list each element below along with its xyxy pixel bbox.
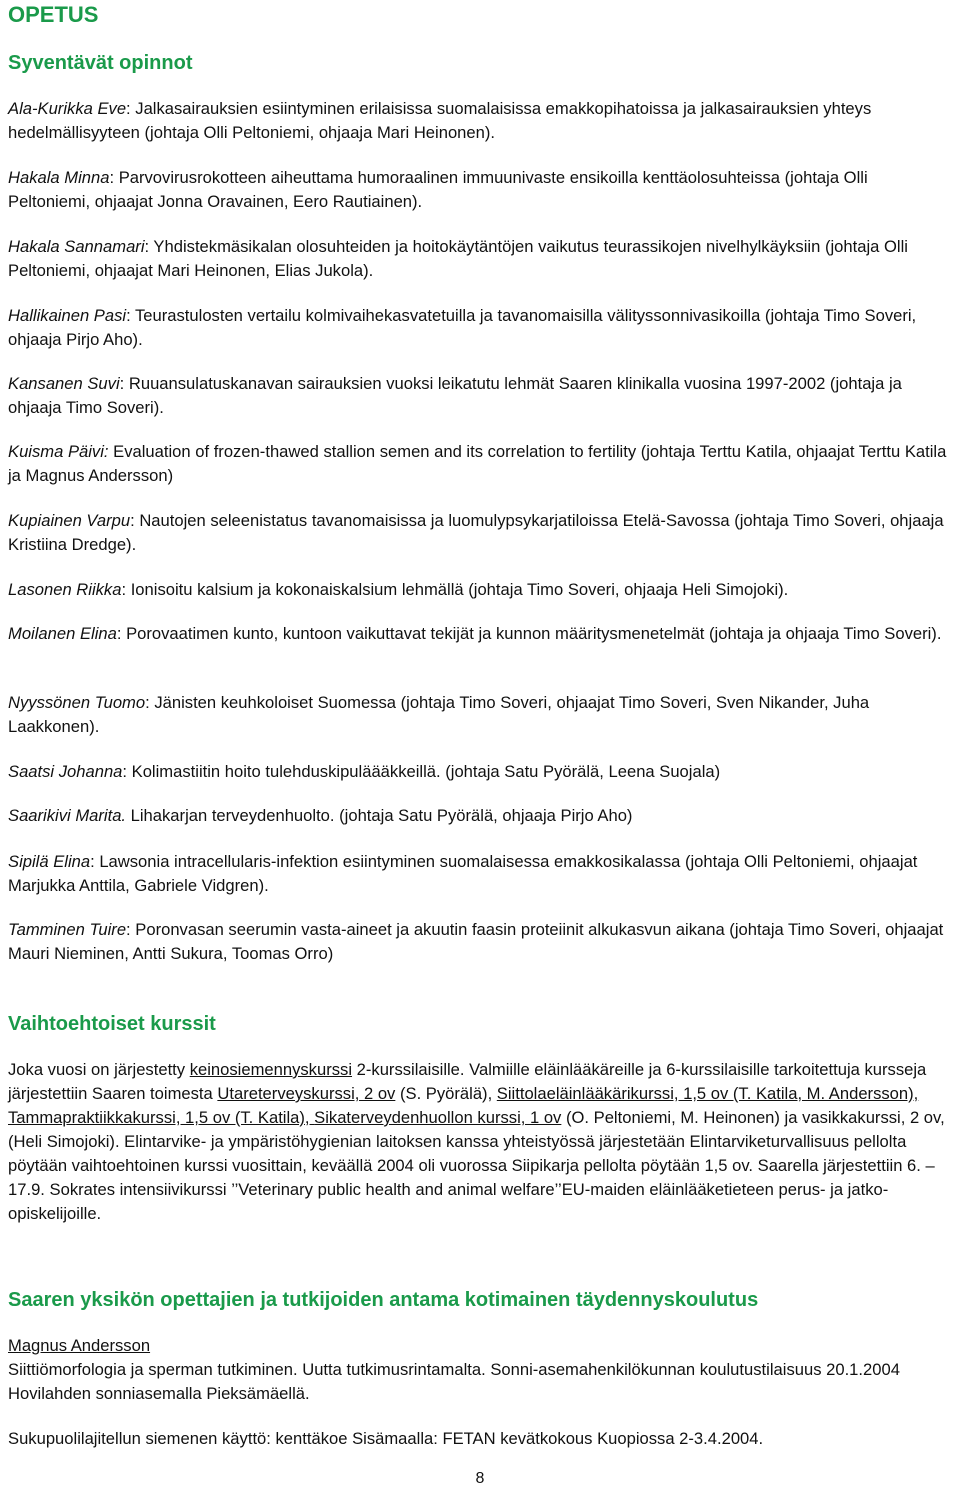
section-title-taydennyskoulutus: Saaren yksikön opettajien ja tutkijoiden antama kotimainen täydennyskoulutus <box>8 1289 759 1311</box>
course-link-utareterveys: Utareterveyskurssi, 2 ov <box>217 1084 396 1103</box>
thesis-entry <box>8 918 952 966</box>
student-name: Lasonen Riikka <box>8 580 122 599</box>
teacher-name: Magnus Andersson <box>8 1336 151 1355</box>
thesis-entry <box>8 578 952 602</box>
page-number: 8 <box>475 1470 485 1487</box>
training-paragraph <box>8 1334 952 1406</box>
section-title-vaihtoehtoiset: Vaihtoehtoiset kurssit <box>8 1013 216 1035</box>
thesis-text: : Porovaatimen kunto, kuntoon vaikuttavat tekijät ja kunnon määritysmenetelmät (johtaja ja ohjaaja Timo Soveri). <box>116 624 942 643</box>
student-name: Moilanen Elina <box>8 624 117 643</box>
thesis-entry <box>8 97 952 145</box>
student-name: Kuisma Päivi: <box>8 442 109 461</box>
thesis-text: : Nautojen seleenistatus tavanomaisissa ja luomulypsykarjatiloissa Etelä-Savossa (johtaja Timo Soveri, ohjaaja Kristiina Dredge). <box>8 511 944 554</box>
thesis-entry <box>8 509 952 557</box>
student-name: Hallikainen Pasi <box>8 306 127 325</box>
training-text: Sukupuolilajitellun siemenen käyttö: kenttäkoe Sisämaalla: FETAN kevätkokous Kuopiossa 2-3.4.2004. <box>8 1429 764 1448</box>
student-name: Kupiainen Varpu <box>8 511 131 530</box>
courses-paragraph <box>8 1058 952 1226</box>
student-name: Sipilä Elina <box>8 852 91 871</box>
thesis-text: Lihakarjan terveydenhuolto. (johtaja Satu Pyörälä, ohjaaja Pirjo Aho) <box>126 806 633 825</box>
thesis-text: : Yhdistekmäsikalan olosuhteiden ja hoitokäytäntöjen vaikutus teurassikojen nivelhylkäyksiin (johtaja Olli Peltoniemi, ohjaajat Mari Heinonen, Elias Jukola). <box>8 237 908 280</box>
training-text: Siittiömorfologia ja sperman tutkiminen. Uutta tutkimusrintamalta. Sonni-asemahenkilökunnan koulutustilaisuus 20.1.2004 Hovilahden sonniasemalla Pieksämäellä. <box>8 1360 900 1403</box>
thesis-entry <box>8 304 952 352</box>
courses-text: 2-kurssilaisille. Valmiille eläinlääkäreille ja 6-kurssilaisille tarkoitettuja kursseja järjestettiin Saaren toimesta <box>8 1060 927 1103</box>
thesis-text: : Parvovirusrokotteen aiheuttama humoraalinen immuunivaste ensikoilla kenttäolosuhteissa (johtaja Olli Peltoniemi, ohjaajat Jonna Oravainen, Eero Rautiainen). <box>8 168 868 211</box>
student-name: Kansanen Suvi <box>8 374 120 393</box>
courses-text: (S. Pyörälä), <box>395 1084 497 1103</box>
thesis-text: : Lawsonia intracellularis-infektion esiintyminen suomalaisessa emakkosikalassa (johtaja Olli Peltoniemi, ohjaajat Marjukka Anttila, Gabriele Vidgren). <box>8 852 918 895</box>
student-name: Saatsi Johanna <box>8 762 123 781</box>
course-link-siittola-tamma: Siittolaeläinlääkärikurssi, 1,5 ov (T. Katila, M. Andersson), Tammapraktiikkakurssi, 1,5 ov (T. Katila), <box>8 1084 919 1127</box>
student-name: Hakala Sannamari <box>8 237 145 256</box>
courses-text: Joka vuosi on järjestetty <box>8 1060 190 1079</box>
thesis-entry <box>8 622 952 646</box>
student-name: Hakala Minna <box>8 168 110 187</box>
thesis-text: : Jänisten keuhkoloiset Suomessa (johtaja Timo Soveri, ohjaajat Timo Soveri, Sven Nikander, Juha Laakkonen). <box>8 693 870 736</box>
thesis-entry <box>8 691 952 739</box>
student-name: Nyyssönen Tuomo <box>8 693 146 712</box>
thesis-text: : Teurastulosten vertailu kolmivaihekasvatetuilla ja tavanomaisilla välityssonnivasikoilla (johtaja Timo Soveri, ohjaaja Pirjo Aho). <box>8 306 917 349</box>
course-link-keinosiemennys: keinosiemennyskurssi <box>189 1060 353 1079</box>
section-title-syventavat: Syventävät opinnot <box>8 52 193 74</box>
page-title: OPETUS <box>8 2 99 27</box>
thesis-entry <box>8 372 952 420</box>
thesis-text: : Poronvasan seerumin vasta-aineet ja akuutin faasin proteiinit alkukasvun aikana (johtaja Timo Soveri, ohjaajat Mauri Nieminen, Antti Sukura, Toomas Orro) <box>8 920 944 963</box>
courses-text: (O. Peltoniemi, M. Heinonen) ja vasikkakurssi, 2 ov, (Heli Simojoki). Elintarvike- ja ympäristöhygienian laitoksen kanssa yhteistyössä järjestetään Elintarviketurvallisuus pellolta pöytään vaihtoehtoinen kurssi vuosittain, keväällä 2004 oli vuorossa Siipikarja pellolta pöytään 1,5 ov. Saarella järjestettiin 6. – 17.9. Sokrates intensiivikurssi ’’Veterinary public health and animal welfare’’EU-maiden eläinlääketieteen perus- ja jatko-opiskelijoille. <box>8 1108 945 1223</box>
course-link-sikaterveydenhuolto: Sikaterveydenhuollon kurssi, 1 ov <box>314 1108 562 1127</box>
thesis-text: : Jalkasairauksien esiintyminen erilaisissa suomalaisissa emakkopihatoissa ja jalkasairauksien yhteys hedelmällisyyteen (johtaja Olli Peltoniemi, ohjaaja Mari Heinonen). <box>8 99 872 142</box>
thesis-text: : Ionisoitu kalsium ja kokonaiskalsium lehmällä (johtaja Timo Soveri, ohjaaja Heli Simojoki). <box>121 580 789 599</box>
thesis-entry <box>8 850 952 898</box>
student-name: Ala-Kurikka Eve <box>8 99 127 118</box>
student-name: Tamminen Tuire <box>8 920 127 939</box>
thesis-text: Evaluation of frozen-thawed stallion semen and its correlation to fertility (johtaja Terttu Katila, ohjaajat Terttu Katila ja Magnus Andersson) <box>8 442 947 485</box>
thesis-entry <box>8 166 952 214</box>
thesis-entry <box>8 804 952 828</box>
thesis-text: : Kolimastiitin hoito tulehduskipuläääkkeillä. (johtaja Satu Pyörälä, Leena Suojala) <box>122 762 721 781</box>
thesis-text: : Ruuansulatuskanavan sairauksien vuoksi leikatutu lehmät Saaren klinikalla vuosina 1997-2002 (johtaja ja ohjaaja Timo Soveri). <box>8 374 902 417</box>
student-name: Saarikivi Marita. <box>8 806 127 825</box>
thesis-entry <box>8 235 952 283</box>
thesis-entry <box>8 760 952 784</box>
thesis-entry <box>8 440 952 488</box>
training-paragraph <box>8 1427 952 1451</box>
